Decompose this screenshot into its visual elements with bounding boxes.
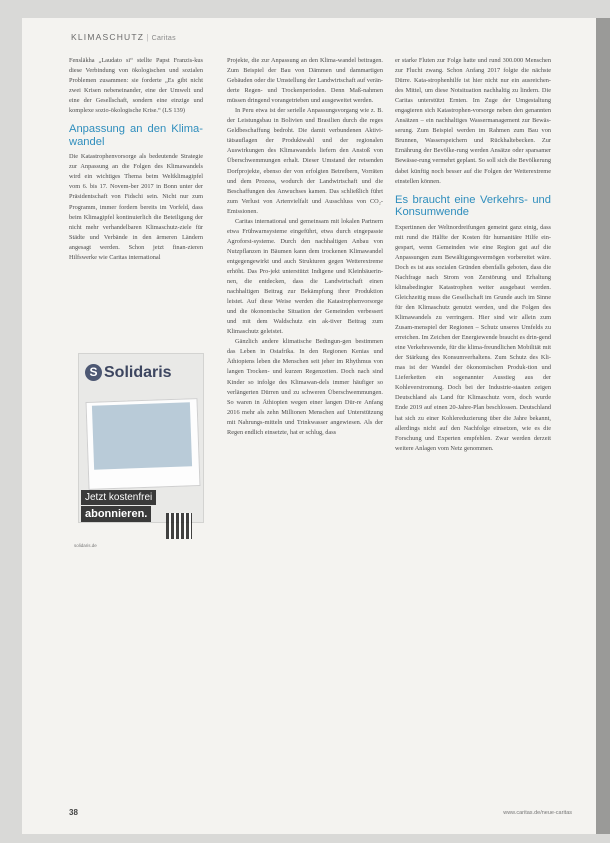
footer-url: www.caritas.de/neue-caritas <box>503 810 572 816</box>
right-column <box>395 56 551 454</box>
section-heading-anpassung: Anpassung an den Klima-wandel <box>69 123 203 148</box>
mid-paragraph-4: Gänzlich andere klimatische Bedingun-gen bestimmen das Leben in Ostafrika. In den Regionen Kenias und Äthiopiens leben die Menschen seit jeher im Rhythmus von langen Trocken- und kurzen Regenzeiten. Doch nach sind Kinder so infolge des Klimawan-dels immer häufiger so verlängerten Dürren und zu schweren Überschwemmungen. So waren in Äthiopien wegen einer langen Dür-re Anfang 2016 mehr als zehn Millionen Menschen auf Unterstützung mit Nahrungs-mitteln und Trinkwasser angewiesen. Als der Regen endlich einsetzte, hat er schlug, dass <box>227 338 383 436</box>
magazine-page <box>22 18 596 834</box>
ad-cta-subscribe[interactable]: abonnieren. <box>81 506 151 522</box>
solidaris-advertisement[interactable] <box>78 353 204 523</box>
qr-code-icon[interactable] <box>166 513 192 539</box>
header-separator: | <box>146 32 150 42</box>
magazine-cover-image <box>92 402 192 469</box>
left-column <box>69 56 203 263</box>
running-header <box>71 32 176 42</box>
header-section: KLIMASCHUTZ <box>71 32 145 42</box>
solidaris-logo <box>85 364 172 382</box>
left-paragraph-2: Die Katastrophenvorsorge als bedeutende Strategie zur Anpassung an die Folgen des Klimawandels wird ein wichtiges Thema beim Weltklimagipfel vom 6. bis 17. Novem-ber 2017 in Bonn unter der Präsidentschaft von Fidschi sein. Nicht nur zum Programm, immer fordern bereits im Vorfeld, dass beim Klimagipfel kontinuierlich die Beteiligung der nicht mehr verhandelbaren Klimaschutz-ziele für Städte und Verbände in den ärmeren Ländern angesagt werden. Schon jetzt finan-zieren Hilfswerke wie Caritas international <box>69 153 203 261</box>
solidaris-brand-text: Solidaris <box>104 364 172 381</box>
section-heading-verkehrswende: Es braucht eine Verkehrs- und Konsumwende <box>395 193 551 219</box>
mid-paragraph-3: Caritas international und gemeinsam mit lokalen Partnern etwa Frühwarnsysteme eingeführt, etwa durch eingepasste Agroforst-systeme. Durch den nachhaltigen Anbau von Nutzpflanzen in Bäumen kann dem trockenen Klimawandel entgegengewirkt und auch Strukturen gegen Wetterextreme erhöht. Das Pro-jekt unterstützt Indigene und Kleinbäuerin-nen, die entdecken, dass die Landwirtschaft einen nachhaltigen Beitrag zur Bekämpfung ihrer Produktion leistet. Auf diese Weise werden die Katastrophenvorsorge und die ökonomische Situation der Gemeinden verbessert und mit dem Waldschutz ein ak-tiver Beitrag zum Klimaschutz geleistet. <box>227 217 383 336</box>
scan-edge <box>596 18 610 834</box>
ad-caption: solidaris.de <box>74 543 97 548</box>
right-paragraph-1: er starke Fluten zur Folge hatte und rund 300.000 Menschen zur Flucht zwang. Schon Anfang 2017 folgte die nächste Dürre. Kata-strophenhilfe ist hier nicht nur ein ausreichen-des Mittel, um diese Notsituation nachhaltig zu lindern. Die Caritas unterstützt Ernten. Im Zuge der Umgestaltung engagieren sich Katastrophen-vorsorge neben den genannten Ansätzen – ein nachhaltiges Wassermanagement zur Bewäs-serung. Zum Beispiel werden im Rahmen zum Bau von Brunnen, Wasserspeichern und Rückhaltebecken. Zur Ernährung der Bevölke-rung werden Ansätze oder sparsamer Bewässe-rung vermehrt geplant. So soll sich die Bevölkerung dabei künftig noch besser auf die Folgen der Wetterextreme einstellen können. <box>395 57 551 185</box>
header-subsection: Caritas <box>151 35 176 42</box>
ad-cta-line-1: Jetzt kostenfrei <box>81 490 156 505</box>
mid-paragraph-2: In Peru etwa ist der serielle Anpassungsvorgang wie z. B. der Leistungsbau in Bolivien und Brasilien durch die reges Geldbeschaffung bedroht. Die damit verbundenen Aktivi-tätsauflagen der Produktwahl und der regionalen Auswirkungen des Klimawandels liefern den Anstoß von Überschwemmungen erhalt. Dieser Umstand der reisenden Dorfprojekte, ebenso der von erfolgten Betreibern, Vorräten und dem Prozess, wodurch der Landwirtschaft und die Beschaffungen des Anwuchses kamen. Das schließlich führt zum Verlust von Artenvielfalt und Ausschluss von CO₂-Emissionen. <box>227 107 383 215</box>
mid-paragraph-1: Projekte, die zur Anpassung an den Klima-wandel beitragen. Zum Beispiel der Bau von Dämmen und dammartigen Gebäuden oder die Umstellung der Landwirtschaft auf verän-derte Regen- und Trockenperioden. Denn Maß-nahmen müssen dringend vorangetrieben und ausgeweitet werden. <box>227 57 383 105</box>
right-paragraph-2: Expertinnen der Weltnordreifungen gemeint ganz einig, dass mit rund die Hälfte der Kosten für humanitäre Hilfe ein-gespart, wenn Gemeinden wie eine Region gut auf die Anpassungen zum Bewältigungsvermögen vorbereitet wäre. Doch es ist aus sozialen Gründen ebenfalls geboten, dass die Nachfrage nach Strom von Zerstörung und Erhaltung klimabedingter Katastrophen weiter ausgebaut werden. Gleichzeitig muss die Gesellschaft im Grunde auch im Sinne für den Klimaschutz genutzt werden, und die Folgen des Klimawandels zu verringern. Hier sind wir allein zum Zusam-menspiel der Regionen – Schutz unseres Umfelds zu erreichen. Im Zeichen der Energiewende braucht es drin-gend eine Verkehrswende, für die klima-freundlichen Mobilität mit der Stärkung des Konsumverhaltens. Zum Schutz des Kli-mas ist der Wandel der ökonomischen Produk-tion und Lieferketten ein sogenannter Ausstieg aus der Kohleverstromung. Doch bei der Industrie-staaten zeigen Deutschland als Land für Klimaschutz vorn, doch wurde Ende 2019 auf einen 20-Jahre-Plan beschlossen. Deutschland hat sich zu einer Kohlereduzierung über die Jahre bekannt, allerdings nicht auf den Nachfolge einsetzen, wie es die Forschung und Experten empfehlen. Zwar werden derzeit weitere Anlagen vom Netz genommen. <box>395 223 551 452</box>
middle-column <box>227 56 383 438</box>
solidaris-s-icon: S <box>85 364 102 381</box>
page-number: 38 <box>69 808 78 817</box>
left-paragraph-1: Fensläkha „Laudato si“ stellte Papst Franzis-kus diese Verbindung von ökologischen und sozialen Problemen zusammen: sie forderte „Es gibt nicht zwei Krisen nebeneinander, eine der Umwelt und eine der Gesellschaft, sondern eine einzige und komplexe sozio-ökologische Krise.“ (LS 139) <box>69 57 203 115</box>
